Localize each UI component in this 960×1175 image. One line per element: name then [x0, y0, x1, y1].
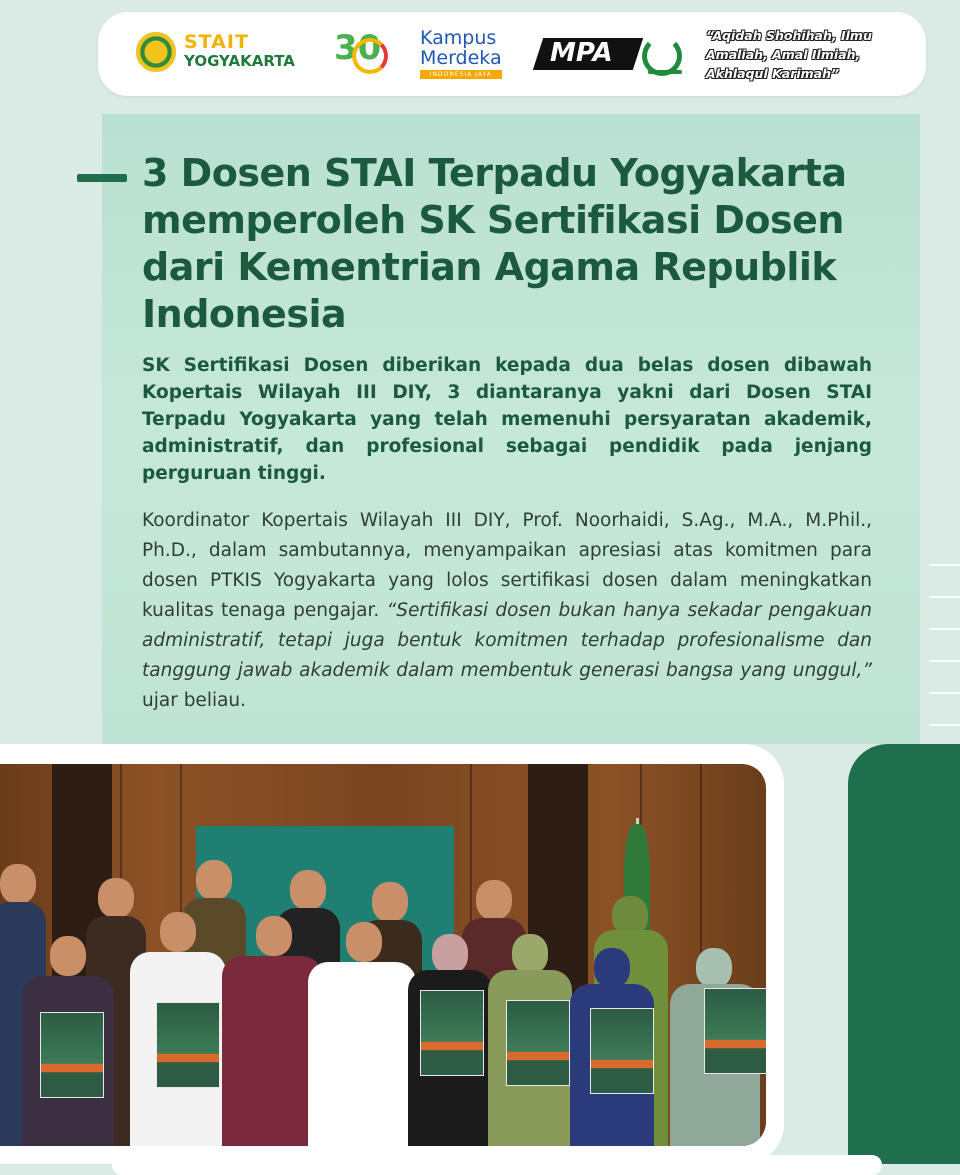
- kampus-merdeka-tagline: INDONESIA JAYA: [420, 70, 502, 79]
- kampus-merdeka-line1: Kampus: [420, 27, 497, 49]
- anniversary-number: 30: [334, 28, 382, 68]
- stait-logo-text: [184, 33, 295, 71]
- group-photo: [0, 764, 766, 1146]
- header-logo-bar: [98, 12, 926, 96]
- kampus-merdeka-line2: Merdeka: [420, 47, 502, 69]
- article-body-quote: “Sertifikasi dosen bukan hanya sekadar pengakuan administratif, tetapi juga bentuk komitmen terhadap profesionalisme dan tanggung jawab akademik dalam membentuk generasi bangsa yang unggul,”: [142, 600, 872, 681]
- stait-logo-line1: STAIT: [184, 31, 249, 53]
- title-accent-bar: [77, 174, 127, 182]
- mpa-logo: [538, 34, 684, 78]
- mpa-underline: [648, 70, 682, 74]
- article-body-intro: Koordinator Kopertais Wilayah III DIY, Prof. Noorhaidi, S.Ag., M.A., M.Phil., Ph.D., dalam sambutannya, menyampaikan apresiasi atas komitmen para dosen PTKIS Yogyakarta yang lolos sertifikasi dosen dalam meningkatkan kualitas tenaga pengajar.: [142, 510, 872, 621]
- motto-text: “Aqidah Shohihah, Ilmu Amaliah, Amal Ilmiah, Akhlaqul Karimah”: [706, 28, 872, 81]
- stait-seal-icon: [136, 32, 176, 72]
- bottom-strip: [112, 1155, 882, 1175]
- article-title: 3 Dosen STAI Terpadu Yogyakarta memperoleh SK Sertifikasi Dosen dari Kementrian Agama Republik Indonesia: [142, 151, 847, 336]
- anniversary-ring-icon: [352, 38, 388, 74]
- anniversary-30-logo: [334, 28, 386, 80]
- kampus-merdeka-logo: [420, 28, 502, 79]
- mpa-logo-label: MPA: [550, 38, 613, 68]
- article-body-outro: ujar beliau.: [142, 690, 247, 711]
- article-body: [142, 506, 872, 716]
- decorative-green-panel: [848, 744, 960, 1164]
- stait-logo-line2: YOGYAKARTA: [184, 52, 295, 70]
- stait-logo: [136, 32, 295, 72]
- article-lead: SK Sertifikasi Dosen diberikan kepada dua belas dosen dibawah Kopertais Wilayah III DIY, 3 diantaranya yakni dari Dosen STAI Terpadu Yogyakarta yang telah memenuhi persyaratan akademik, administratif, dan profesional sebagai pendidik pada jenjang perguruan tinggi.: [142, 355, 872, 484]
